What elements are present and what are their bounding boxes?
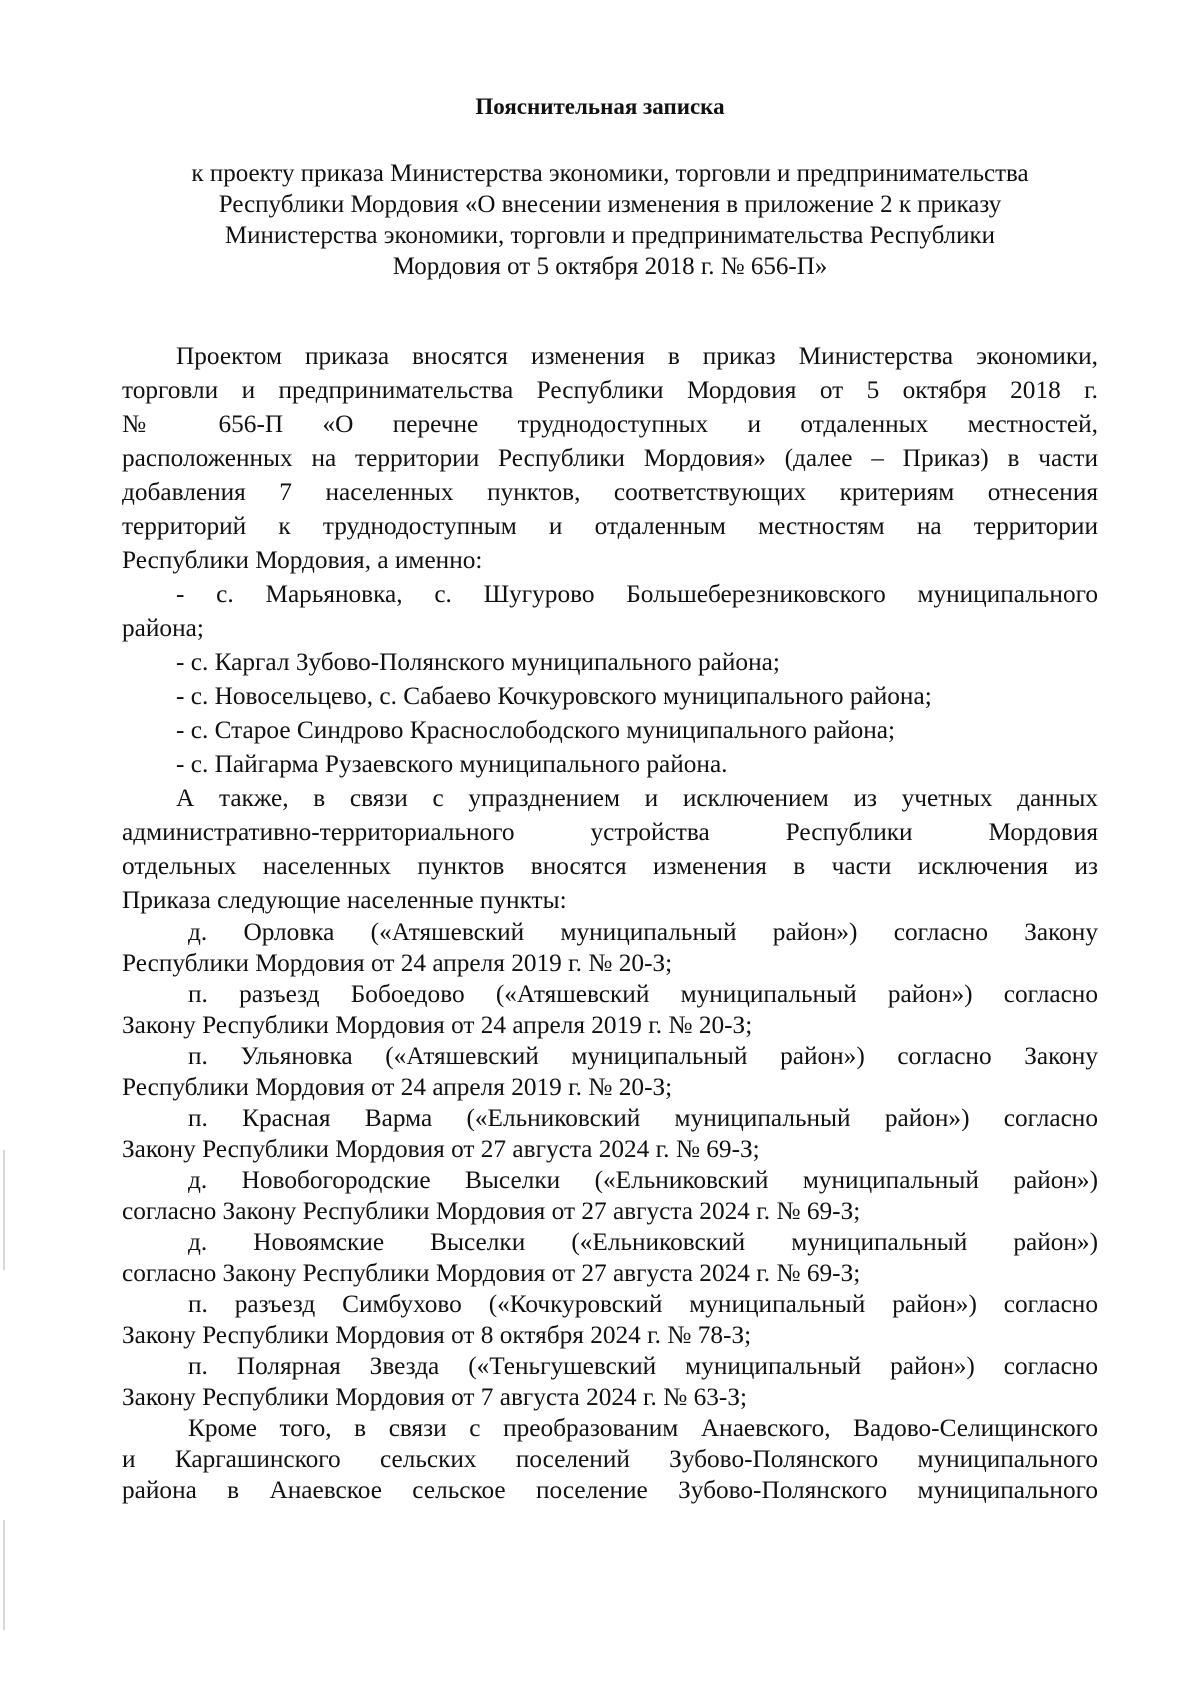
- paragraph-line: отдельных населенных пунктов вносятся изменения в части исключения из: [122, 852, 1098, 880]
- paragraph-line: расположенных на территории Республики Мордовия» (далее – Приказ) в части: [122, 444, 1098, 472]
- scan-margin-line: [3, 1520, 5, 1630]
- list-item: района;: [122, 614, 204, 642]
- list-item: д. Новоямские Выселки («Ельниковский муниципальный район»): [188, 1228, 1098, 1256]
- list-item: Закону Республики Мордовия от 27 августа 2024 г. № 69-З;: [122, 1135, 760, 1163]
- subtitle-line: Министерства экономики, торговли и предпринимательства Республики: [224, 222, 996, 249]
- list-item: Закону Республики Мордовия от 24 апреля 2019 г. № 20-З;: [122, 1011, 753, 1039]
- list-item: Республики Мордовия от 24 апреля 2019 г. № 20-З;: [122, 1073, 673, 1101]
- paragraph-line: района в Анаевское сельское поселение Зубово-Полянского муниципального: [122, 1476, 1098, 1504]
- paragraph-line: № 656-П «О перечне труднодоступных и отдаленных местностей,: [122, 410, 1098, 438]
- document-body: [122, 339, 1098, 1506]
- paragraph-line: Республики Мордовия, а именно:: [122, 546, 483, 574]
- paragraph-line: Проектом приказа вносятся изменения в приказ Министерства экономики,: [176, 342, 1098, 370]
- list-item: - с. Старое Синдрово Краснослободского муниципального района;: [176, 716, 896, 744]
- subtitle-line: Республики Мордовия «О внесении изменения в приложение 2 к приказу: [218, 191, 1002, 218]
- list-item: - с. Пайгарма Рузаевского муниципального района.: [176, 750, 728, 778]
- document-subtitle: [120, 158, 1100, 282]
- list-item: д. Орловка («Атяшевский муниципальный район») согласно Закону: [188, 918, 1098, 946]
- paragraph-line: Приказа следующие населенные пункты:: [122, 886, 567, 914]
- paragraph-line: добавления 7 населенных пунктов, соответствующих критериям отнесения: [122, 478, 1098, 506]
- list-item: - с. Каргал Зубово-Полянского муниципального района;: [176, 648, 780, 676]
- list-item: Республики Мордовия от 24 апреля 2019 г. № 20-З;: [122, 949, 673, 977]
- scan-margin-line: [3, 1150, 5, 1270]
- intro-paragraph: [122, 339, 1098, 577]
- exclusion-paragraph: [122, 781, 1098, 917]
- paragraph-line: А также, в связи с упразднением и исключением из учетных данных: [176, 784, 1098, 812]
- moreover-paragraph: [122, 1413, 1098, 1506]
- paragraph-line: и Каргашинского сельских поселений Зубово-Полянского муниципального: [122, 1445, 1098, 1473]
- paragraph-line: Кроме того, в связи с преобразованим Анаевского, Вадово-Селищинского: [188, 1414, 1098, 1442]
- list-item: Закону Республики Мордовия от 8 октября 2024 г. № 78-З;: [122, 1321, 752, 1349]
- paragraph-line: административно-территориального устройства Республики Мордовия: [122, 818, 1098, 846]
- list-item: согласно Закону Республики Мордовия от 27 августа 2024 г. № 69-З;: [122, 1259, 861, 1287]
- list-item: п. разъезд Симбухово («Кочкуровский муниципальный район») согласно: [188, 1290, 1098, 1318]
- list-item: п. Полярная Звезда («Теньгушевский муниципальный район») согласно: [188, 1352, 1098, 1380]
- subtitle-line: к проекту приказа Министерства экономики, торговли и предпринимательства: [191, 160, 1029, 187]
- document-title: Пояснительная записка: [475, 94, 725, 119]
- subtitle-line: Мордовия от 5 октября 2018 г. № 656-П»: [392, 253, 828, 280]
- list-item: п. Красная Варма («Ельниковский муниципальный район») согласно: [188, 1104, 1098, 1132]
- list-item: - с. Новосельцево, с. Сабаево Кочкуровского муниципального района;: [176, 682, 932, 710]
- list-item: д. Новобогородские Выселки («Ельниковский муниципальный район»): [188, 1166, 1098, 1194]
- paragraph-line: торговли и предпринимательства Республики Мордовия от 5 октября 2018 г.: [122, 376, 1098, 404]
- removed-settlements-list: [122, 917, 1098, 1413]
- list-item: - с. Марьяновка, с. Шугурово Большеберезниковского муниципального: [176, 580, 1098, 608]
- list-item: п. разъезд Бобоедово («Атяшевский муниципальный район») согласно: [188, 980, 1098, 1008]
- added-settlements-list: [122, 577, 1098, 781]
- list-item: п. Ульяновка («Атяшевский муниципальный район») согласно Закону: [188, 1042, 1098, 1070]
- list-item: согласно Закону Республики Мордовия от 27 августа 2024 г. № 69-З;: [122, 1197, 861, 1225]
- list-item: Закону Республики Мордовия от 7 августа 2024 г. № 63-З;: [122, 1383, 748, 1411]
- paragraph-line: территорий к труднодоступным и отдаленным местностям на территории: [122, 512, 1098, 540]
